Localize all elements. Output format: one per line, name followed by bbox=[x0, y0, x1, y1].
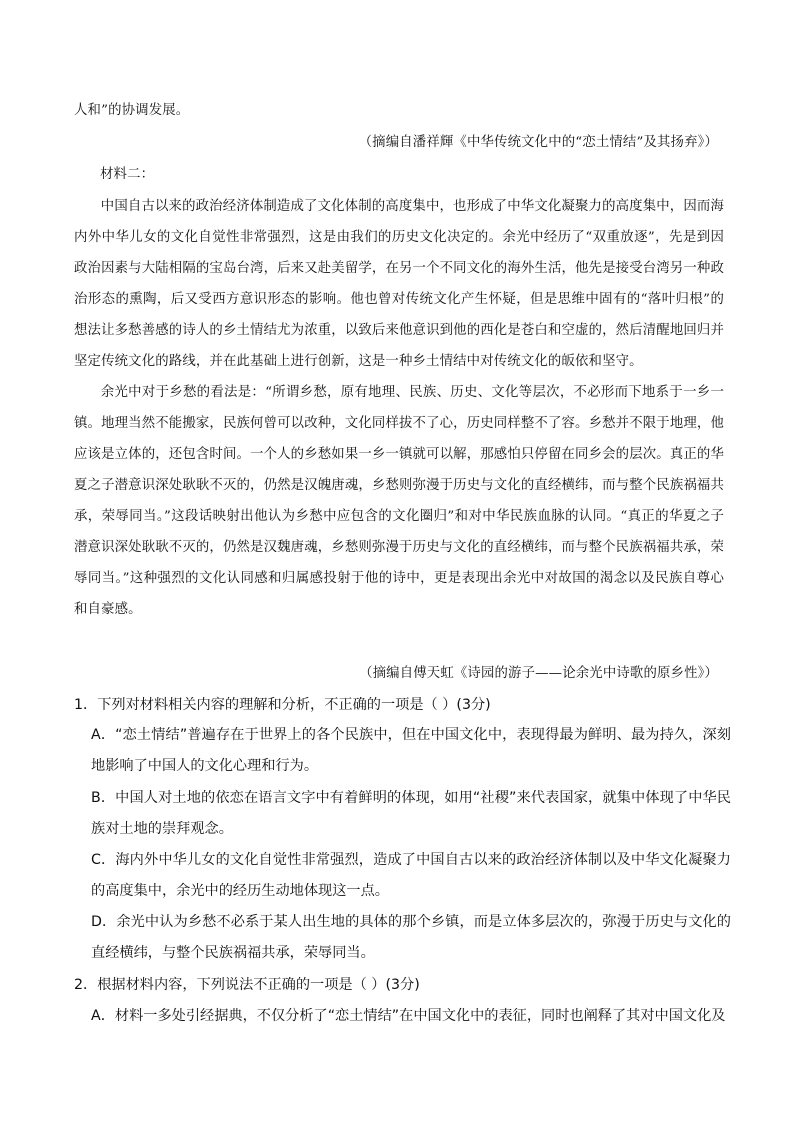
question-1-stem: 1．下列对材料相关内容的理解和分析，不正确的一项是（ ）(3分) bbox=[74, 697, 491, 713]
question-2-stem: 2．根据材料内容，下列说法不正确的一项是（ ）(3分) bbox=[74, 977, 420, 993]
material2-text bbox=[74, 191, 724, 625]
material2-paragraph-2: 余光中对于乡愁的看法是：“所谓乡愁，原有地理、民族、历史、文化等层次，不必形而下地系于一乡一镇。地理当然不能搬家，民族何曾可以改种，文化同样拔不了心，历史同样整不了容。乡愁并不限于地理，他应该是立体的，还包含时间。一个人的乡愁如果一乡一镇就可以解，那感怕只停留在同乡会的层次。真正的华夏之子潜意识深处耿耿不灭的，仍然是汉魄唐魂，乡愁则弥漫于历史与文化的直经横纬，而与整个民族祸福共承，荣辱同当。”这段话映射出他认为乡愁中应包含的文化圈归”和对中华民族血脉的认同。“真正的华夏之子潜意识深处耿耿不灭的，仍然是汉魏唐魂，乡愁则弥漫于历史与文化的直经横纬，而与整个民族祸福共承，荣辱同当。”这种强烈的文化认同感和归属感投射于他的诗中，更是表现出余光中对故国的渴念以及民族自尊心和自豪感。 bbox=[74, 385, 724, 617]
question-1-option-a: A．“恋土情结”普遍存在于世界上的各个民族中，但在中国文化中，表现得最为鲜明、最为持久，深刻地影响了中国人的文化心理和行为。 bbox=[91, 727, 731, 774]
source-citation-2: （摘编自傅天虹《诗园的游子——论余光中诗歌的原乡性》） bbox=[359, 666, 718, 681]
source-citation-1: （摘编自潘祥輝《中华传统文化中的“恋土情结”及其扬弃》） bbox=[358, 135, 718, 150]
material2-paragraph-1: 中国自古以来的政治经济体制造成了文化体制的高度集中，也形成了中华文化凝聚力的高度集中，因而海内外中华儿女的文化自觉性非常强烈，这是由我们的历史文化决定的。余光中经历了“双重放逐”，先是到因政治因素与大陆相隔的宝岛台湾，后来又赴美留学，在另一个不同文化的海外生活，他先是接受台湾另一种政治形态的熏陶，后又受西方意识形态的影响。他也曾对传统文化产生怀疑，但是思维中固有的“落叶归根”的想法让多愁善感的诗人的乡土情结尤为浓重，以致后来他意识到他的西化是苍白和空虚的，然后清醒地回归并坚定传统文化的路线，并在此基础上进行创新，这是一种乡土情结中对传统文化的皈依和坚守。 bbox=[74, 199, 724, 369]
question-1-option-d: D．余光中认为乡愁不必系于某人出生地的具体的那个乡镇，而是立体多层次的，弥漫于历史与文化的直经横纬，与整个民族祸福共承，荣辱同当。 bbox=[91, 914, 731, 961]
question-2-option-a: A．材料一多处引经据典，不仅分析了“恋土情结”在中国文化中的表征，同时也阐释了其对中国文化及 bbox=[91, 1008, 726, 1024]
question-1-option-b: B．中国人对土地的依恋在语言文字中有着鲜明的体现，如用“社稷”来代表国家，就集中体现了中华民族对土地的崇拜观念。 bbox=[91, 790, 731, 837]
material2-label: 材料二： bbox=[100, 167, 155, 182]
material1-tail-paragraph: 人和”的协调发展。 bbox=[74, 103, 190, 118]
material1-text bbox=[74, 95, 724, 126]
question-1-option-c: C．海内外中华儿女的文化自觉性非常强烈，造成了中国自古以来的政治经济体制以及中华文化凝聚力的高度集中，余光中的经历生动地体现这一点。 bbox=[91, 852, 731, 899]
